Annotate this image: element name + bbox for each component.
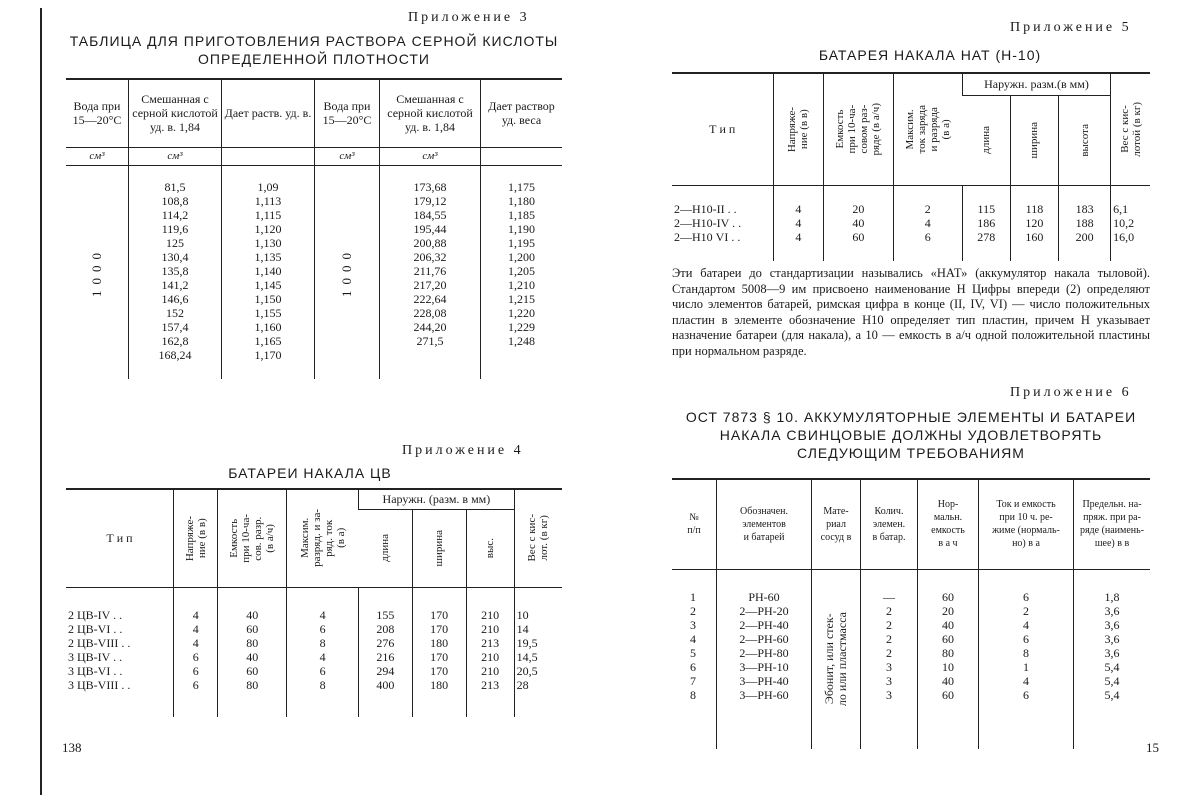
current-values: 6 2 4 6 8 1 4 6 [979,569,1074,749]
appendix6-title: ОСТ 7873 § 10. АККУМУЛЯТОРНЫЕ ЭЛЕМЕНТЫ И БАТАРЕИ НАКАЛА СВИНЦОВЫЕ ДОЛЖНЫ УДОВЛЕТВОРЯТЬ СЛЕДУЮЩИМ ТРЕБОВАНИЯМ [685,409,1137,461]
mixed-left-values: 81,5 108,8 114,2 119,6 125 130,4 135,8 141,2 146,6 152 157,4 162,8 168,24 [129,165,222,379]
capacity-values: 20 40 60 [824,185,893,261]
col-mixed-right: Смешанная с серной кислотой уд. в. 1,84 [380,79,481,147]
book-spine [40,8,42,795]
appendix4-title: БАТАРЕИ НАКАЛА ЦВ [228,465,392,481]
col-current: Максим. разряд. и за- ряд. ток (в а) [298,509,347,568]
col-outer-dims: Наружн. разм.(в мм) [962,73,1110,95]
count-values: — 2 2 2 2 3 3 3 [861,569,918,749]
col-type: Т и п [672,73,773,185]
name-values: РН-60 2—РН-20 2—РН-40 2—РН-60 2—РН-80 3—РН-10 3—РН-40 3—РН-60 [717,569,812,749]
lead-battery-requirements-table [672,478,1150,749]
col-no: № п/п [672,479,717,569]
right-page-number: 15 [1146,740,1159,755]
gives-right-values: 1,175 1,180 1,185 1,190 1,195 1,200 1,205 1,210 1,215 1,220 1,229 1,248 [481,165,563,379]
col-current: Максим. ток заряда и разряда (в а) [903,104,952,154]
height-values: 183 188 200 [1059,185,1111,261]
col-type: Т и п [66,489,174,587]
unit-cell: см³ [66,147,129,165]
col-voltage: Напряже- ние (в в) [786,106,811,152]
appendix6-label: Приложение 6 [1010,385,1132,400]
current-values: 2 4 6 [893,185,962,261]
col-gives-left: Дает раств. уд. в. [222,79,315,147]
limit-voltage-values: 1,8 3,6 3,6 3,6 3,6 5,4 5,4 5,4 [1074,569,1151,749]
weight-values: 10 14 19,5 14,5 20,5 28 [514,587,562,717]
col-material: Мате- риал сосуд в [812,479,861,569]
appendix5-title: БАТАРЕЯ НАКАЛА НАТ (Н-10) [818,47,1042,63]
water-right-value: 1000 [339,247,354,298]
col-capacity: Емкость при 10-ча- сов. разр. (в а/ч) [228,513,277,563]
col-length: длина [980,126,993,154]
acid-solution-table [66,78,562,379]
appendix3-label: Приложение 3 [408,10,530,25]
col-water-right: Вода при 15—20°С [315,79,380,147]
col-weight: Вес с кис- лотой (в кг) [1118,101,1143,157]
left-page-number: 138 [62,740,82,755]
weight-values: 6,1 10,2 16,0 [1111,185,1150,261]
nat-description-paragraph: Эти батареи до стандартизации назывались «НАТ» (аккумулятор накала тыловой). Стандартом 5008—9 им присвоено наименование Н Цифры впереди (2) определяют число элементов батарей, римская цифра в конце (II, IV, VI) — число положительных пластин в элементе обозначение Н10 определяет тип пластин, причем Н указывает назначение батареи (для накала), а 10 — емкость в а/ч одной положительной пластины при нормальном разряде. [672,266,1150,358]
appendix4-label: Приложение 4 [402,443,524,458]
col-width: ширина [433,529,446,567]
material-value: Эбонит, или стек- ло или пластмасса [822,612,849,707]
appendix3-title: ТАБЛИЦА ДЛЯ ПРИГОТОВЛЕНИЯ РАСТВОРА СЕРНОЙ КИСЛОТЫ ОПРЕДЕЛЕННОЙ ПЛОТНОСТИ [69,33,559,67]
col-weight: Вес с кис- лот. (в кг) [526,514,551,563]
col-length: длина [379,534,392,562]
col-current-capacity: Ток и емкость при 10 ч. ре- жиме (нормаль- но) в а [979,479,1074,569]
col-width: ширина [1028,121,1041,159]
col-mixed-left: Смешанная с серной кислотой уд. в. 1,84 [129,79,222,147]
mixed-right-values: 173,68 179,12 184,55 195,44 200,88 206,32 211,76 217,20 222,64 228,08 244,20 271,5 [380,165,481,379]
unit-cell: см³ [129,147,222,165]
col-water-left: Вода при 15—20°С [66,79,129,147]
type-values: 2—Н10-II . . 2—Н10-IV . . 2—Н10 VI . . [674,201,742,244]
current-values: 4 6 8 4 6 8 [286,587,358,717]
width-values: 118 120 160 [1010,185,1058,261]
col-name: Обозначен. элементов и батарей [717,479,812,569]
length-values: 115 186 278 [962,185,1010,261]
type-values: 2 ЦВ-IV . . 2 ЦВ-VI . . 2 ЦВ-VIII . . 3 ЦВ-IV . . 3 ЦВ-VI . . 3 ЦВ-VIII . . [68,607,131,692]
length-values: 155 208 276 216 294 400 [359,587,412,717]
nat-battery-table [672,72,1150,261]
water-left-value: 1000 [89,247,104,298]
cv-battery-table [66,488,562,717]
width-values: 170 170 180 170 170 180 [412,587,466,717]
height-values: 210 210 213 210 210 213 [466,587,514,717]
norm-capacity-values: 60 20 40 60 80 10 40 60 [918,569,979,749]
col-count: Колич. элемен. в батар. [861,479,918,569]
appendix5-label: Приложение 5 [1010,20,1132,35]
gives-left-values: 1,09 1,113 1,115 1,120 1,130 1,135 1,140 1,145 1,150 1,155 1,160 1,165 1,170 [222,165,315,379]
col-capacity: Емкость при 10-ча- совом раз- ряде (в а/ч) [834,102,883,156]
voltage-values: 4 4 4 6 6 6 [174,587,218,717]
voltage-values: 4 4 4 [773,185,824,261]
col-limit-voltage: Предельн. на- пряж. при ра- ряде (наимень- шее) в в [1074,479,1151,569]
col-height: выс. [484,537,497,559]
no-values: 1 2 3 4 5 6 7 8 [690,589,696,702]
col-norm-capacity: Нор- мальн. емкость в а ч [918,479,979,569]
col-gives-right: Дает раствор уд. веса [481,79,563,147]
col-voltage: Напряже- ние (в в) [183,515,208,561]
unit-cell [222,147,315,165]
col-outer-dims: Наружн. (разм. в мм) [359,489,514,509]
capacity-values: 40 60 80 40 60 80 [218,587,286,717]
unit-cell: см³ [380,147,481,165]
col-height: высота [1078,123,1091,157]
unit-cell [481,147,563,165]
unit-cell: см³ [315,147,380,165]
